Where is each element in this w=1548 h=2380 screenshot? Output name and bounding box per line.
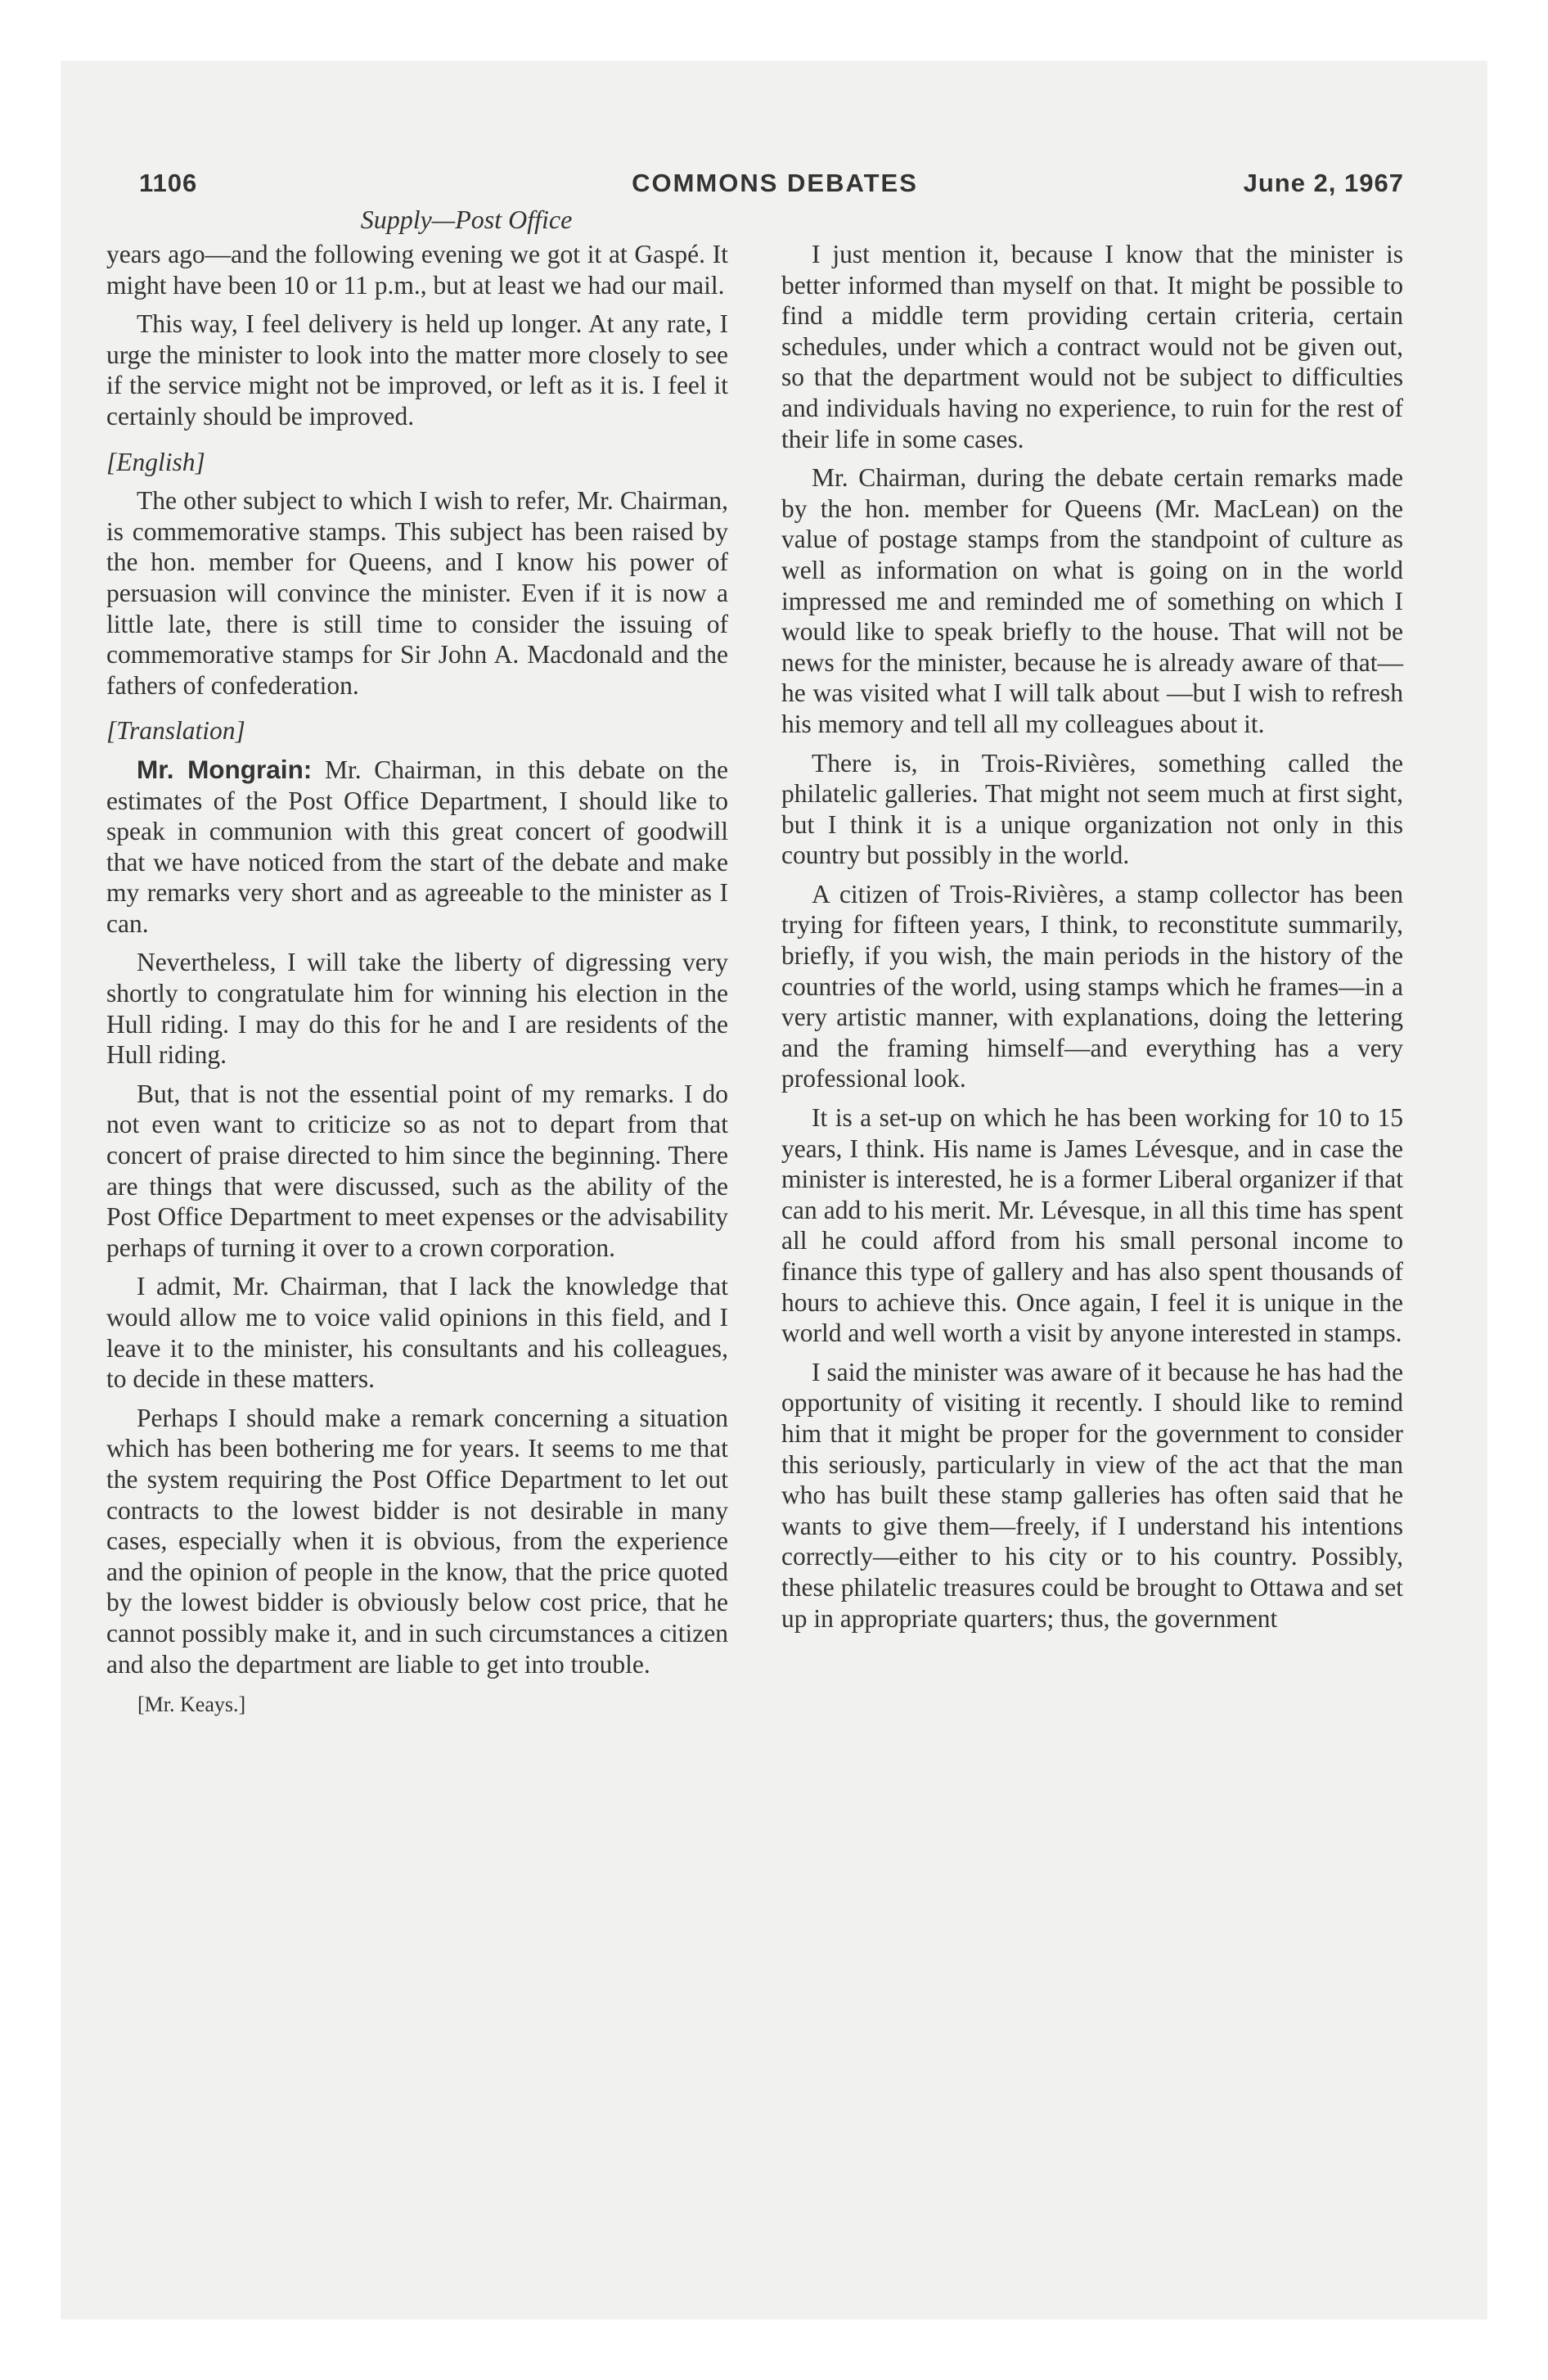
paragraph: years ago—and the following evening we got it at Gaspé. It might have been 10 or 11 p.m., but at least we had our mail.: [106, 240, 728, 300]
paragraph: There is, in Trois-Rivières, something called the philatelic galleries. That might not seem much at first sight, but I think it is a unique organization not only in this country but possibly in the world.: [781, 748, 1403, 870]
paragraph: But, that is not the essential point of my remarks. I do not even want to criticize so as not to depart from that concert of praise directed to him since the beginning. There are things that were discussed, such as the ability of the Post Office Department to meet expenses or the advisability perhaps of turning it over to a crown corporation.: [106, 1079, 728, 1262]
language-label: [106, 447, 728, 478]
left-column: [106, 239, 728, 1729]
paragraph: I just mention it, because I know that the minister is better informed than myself on that. It might be possible to find a middle term providing certain criteria, certain schedules, under which a contract would not be given out, so that the department would not be subject to difficulties and individuals having no experience, to ruin for the rest of their life in some cases.: [781, 240, 1403, 453]
paragraph: This way, I feel delivery is held up longer. At any rate, I urge the minister to look into the matter more closely to see if the service might not be improved, or left as it is. I feel it certainly should be improved.: [106, 309, 728, 430]
language-label: [106, 715, 728, 746]
paragraph: A citizen of Trois-Rivières, a stamp collector has been trying for fifteen years, I think, to reconstitute summarily, briefly, if you wish, the main periods in the history of the countries of the world, using stamps which he frames—in a very artistic manner, with explanations, doing the lettering and the framing himself—and everything has a very professional look.: [781, 879, 1403, 1093]
paragraph: Perhaps I should make a remark concerning a situation which has been bothering me for years. It seems to me that the system requiring the Post Office Department to let out contracts to the lowest bidder is not desirable in many cases, especially when it is obvious, from the experience and the opinion of people in the know, that the price quoted by the lowest bidder is obviously below cost price, that he cannot possibly make it, and in such circumstances a citizen and also the department are liable to get into trouble.: [106, 1403, 728, 1679]
page-date: June 2, 1967: [1243, 169, 1404, 197]
language-label-text: [English]: [106, 447, 205, 476]
paragraph: It is a set-up on which he has been working for 10 to 15 years, I think. His name is James Lévesque, and in case the minister is interested, he is a former Liberal organizer if that can add to his merit. Mr. Lévesque, in all this time has spent all he could afford from his small personal income to finance this type of gallery and has also spent thousands of hours to achieve this. Once again, I feel it is unique in the world and well worth a visit by anyone interested in stamps.: [781, 1103, 1403, 1348]
paragraph: Mr. Chairman, during the debate certain remarks made by the hon. member for Queens (Mr. MacLean) on the value of postage stamps from the standpoint of culture as well as information on what is going on in the world impressed me and reminded me of something on which I would like to speak briefly to the house. That will not be news for the minister, because he is already aware of that—he was visited what I will talk about —but I wish to refresh his memory and tell all my colleagues about it.: [781, 463, 1403, 738]
paragraph: I admit, Mr. Chairman, that I lack the knowledge that would allow me to voice valid opinions in this field, and I leave it to the minister, his consultants and his colleagues, to decide in these matters.: [106, 1272, 728, 1394]
speaker-footer: [Mr. Keays.]: [137, 1693, 246, 1717]
paragraph: The other subject to which I wish to refer, Mr. Chairman, is commemorative stamps. This subject has been raised by the hon. member for Queens, and I know his power of persuasion will convince the minister. Even if it is now a little late, there is still time to consider the issuing of commemorative stamps for Sir John A. Macdonald and the fathers of confederation.: [106, 486, 728, 700]
language-label-text: [Translation]: [106, 716, 245, 746]
speaker-paragraph: [106, 755, 728, 940]
paragraph: I said the minister was aware of it because he has had the opportunity of visiting it recently. I should like to remind him that it might be proper for the government to consider this seriously, particularly in view of the act that the man who has built these stamp galleries has often said that he wants to give them—freely, if I understand his intentions correctly—either to his city or to his country. Possibly, these philatelic treasures could be brought to Ottawa and set up in appropriate quarters; thus, the government: [781, 1357, 1403, 1633]
speaker-name: Mr. Mongrain:: [137, 754, 313, 784]
page-number: 1106: [139, 169, 198, 197]
speaker-text: Mr. Chairman, in this debate on the estimates of the Post Office Department, I should like to speak in communion with this great concert of goodwill that we have noticed from the start of the debate and make my remarks very short and as agreeable to the minister as I can.: [106, 755, 728, 938]
right-column: [781, 239, 1403, 1642]
publication-title: COMMONS DEBATES: [632, 169, 918, 197]
section-subhead: Supply—Post Office: [360, 205, 573, 234]
paragraph: Nevertheless, I will take the liberty of digressing very shortly to congratulate him for winning his election in the Hull riding. I may do this for he and I are residents of the Hull riding.: [106, 948, 728, 1070]
